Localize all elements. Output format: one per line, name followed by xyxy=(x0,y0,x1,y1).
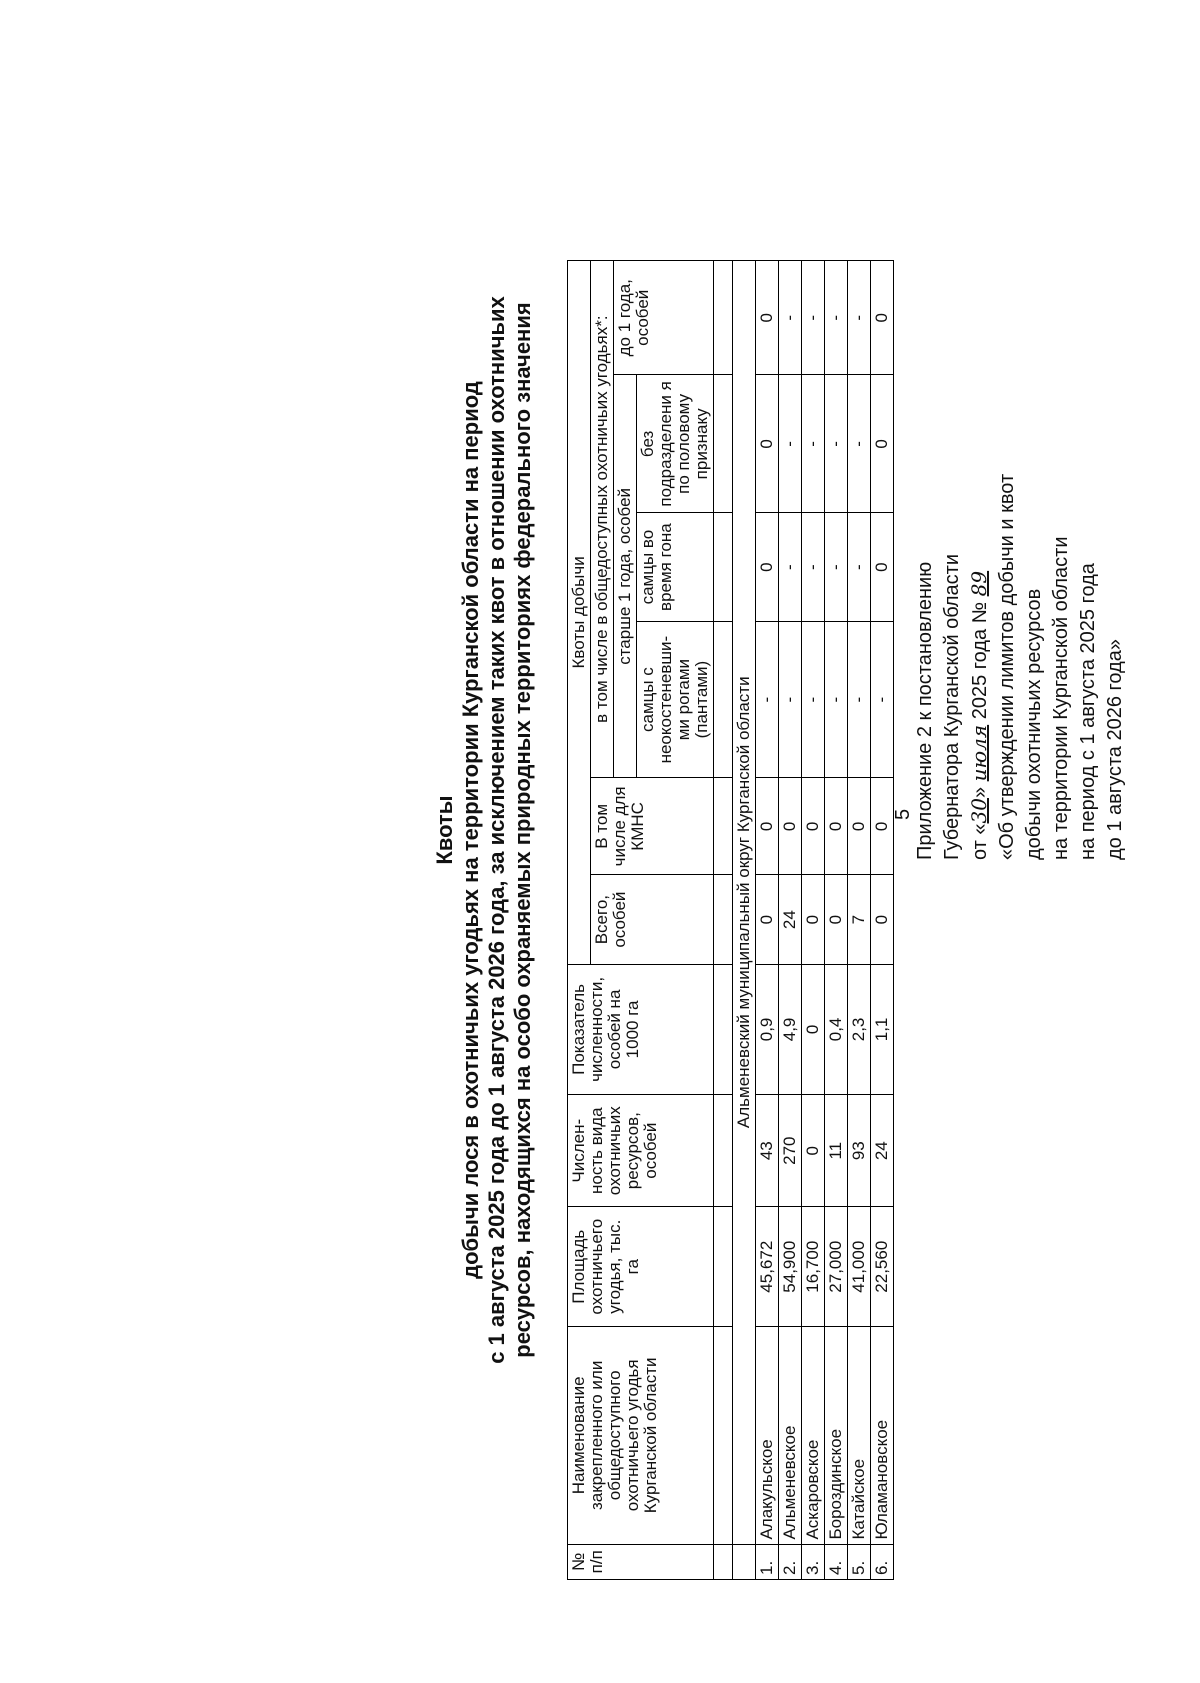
table-row xyxy=(756,261,779,1580)
table-body xyxy=(756,261,894,1580)
cell-total: 24 xyxy=(779,875,802,964)
cell-name: Алакульское xyxy=(756,1327,779,1544)
header-name: Наименование закрепленного или общедоступного охотничьего угодья Курганской области xyxy=(568,1327,714,1544)
quota-table xyxy=(567,260,894,1580)
title-line: ресурсов, находящихся на особо охраняемых природных территориях федерального значения xyxy=(510,302,535,1358)
appendix-line: до 1 августа 2026 года» xyxy=(1104,639,1126,860)
appendix-date-line xyxy=(966,320,994,860)
header-older: старше 1 года, особей xyxy=(614,375,637,778)
document-title xyxy=(432,80,536,1580)
appendix-date-mid: » xyxy=(969,781,991,799)
cell-antlers: - xyxy=(825,621,848,777)
cell-rut: - xyxy=(848,513,871,622)
cell-total: 0 xyxy=(871,875,894,964)
cell-kmns: 0 xyxy=(848,778,871,875)
table-row xyxy=(802,261,825,1580)
cell-under1: - xyxy=(825,261,848,376)
cell-rut: - xyxy=(802,513,825,622)
cell-under1: - xyxy=(848,261,871,376)
title-line: Квоты xyxy=(432,795,457,865)
blank-cell xyxy=(714,1095,733,1207)
appendix-date-year: 2025 года № xyxy=(969,596,991,725)
blank-cell xyxy=(714,1207,733,1327)
header-num: № п/п xyxy=(568,1544,714,1579)
rotated-document-page xyxy=(32,80,1182,1580)
cell-area: 45,672 xyxy=(756,1207,779,1327)
blank-cell xyxy=(714,261,733,376)
header-row xyxy=(568,261,591,1580)
blank-cell xyxy=(714,1544,733,1579)
cell-population: 270 xyxy=(779,1095,802,1207)
cell-kmns: 0 xyxy=(825,778,848,875)
header-kmns: В том числе для КМНС xyxy=(591,778,714,875)
cell-total: 0 xyxy=(825,875,848,964)
blank-cell xyxy=(714,513,733,622)
cell-total: 0 xyxy=(756,875,779,964)
cell-area: 41,000 xyxy=(848,1207,871,1327)
cell-area: 16,700 xyxy=(802,1207,825,1327)
title-line: с 1 августа 2025 года до 1 августа 2026 года, за исключением таких квот в отношении охотничьих xyxy=(484,296,509,1364)
cell-kmns: 0 xyxy=(871,778,894,875)
header-public: в том числе в общедоступных охотничьих угодьях*: xyxy=(591,261,614,778)
cell-antlers: - xyxy=(756,621,779,777)
blank-cell xyxy=(714,1327,733,1544)
cell-kmns: 0 xyxy=(756,778,779,875)
cell-under1: 0 xyxy=(871,261,894,376)
cell-name: Юламановское xyxy=(871,1327,894,1544)
cell-antlers: - xyxy=(871,621,894,777)
title-line: добычи лося в охотничьих угодьях на территории Курганской области на период xyxy=(458,381,483,1279)
cell-num: 3. xyxy=(802,1544,825,1579)
cell-name: Бороздинское xyxy=(825,1327,848,1544)
cell-name: Альменевское xyxy=(779,1327,802,1544)
cell-num: 1. xyxy=(756,1544,779,1579)
cell-antlers: - xyxy=(848,621,871,777)
cell-area: 22,560 xyxy=(871,1207,894,1327)
cell-population: 11 xyxy=(825,1095,848,1207)
page-number: 5 xyxy=(892,808,914,820)
cell-population: 0 xyxy=(802,1095,825,1207)
table-row xyxy=(871,261,894,1580)
cell-rut: - xyxy=(825,513,848,622)
header-males-antlers: самцы с неокостеневши-ми рогами (пантами) xyxy=(637,621,714,777)
cell-under1: 0 xyxy=(756,261,779,376)
cell-population: 93 xyxy=(848,1095,871,1207)
cell-total: 0 xyxy=(802,875,825,964)
district-name: Альменевский муниципальный округ Курганской области xyxy=(733,261,756,1545)
blank-cell xyxy=(714,621,733,777)
header-area: Площадь охотничьего угодья, тыс. га xyxy=(568,1207,714,1327)
appendix-line: на период с 1 августа 2025 года xyxy=(1077,563,1099,860)
table-row xyxy=(825,261,848,1580)
cell-nosex: 0 xyxy=(871,375,894,513)
header-males-rut: самцы во время гона xyxy=(637,513,714,622)
blank-cell xyxy=(714,778,733,875)
cell-rut: 0 xyxy=(871,513,894,622)
header-no-sex: без подразделени я по половому признаку xyxy=(637,375,714,513)
cell-num: 4. xyxy=(825,1544,848,1579)
cell-density: 1,1 xyxy=(871,964,894,1094)
cell-rut: - xyxy=(779,513,802,622)
district-row xyxy=(733,261,756,1580)
cell-nosex: 0 xyxy=(756,375,779,513)
cell-kmns: 0 xyxy=(802,778,825,875)
cell-antlers: - xyxy=(779,621,802,777)
appendix-line: Губернатора Курганской области xyxy=(941,554,963,860)
header-population: Числен-ность вида охотничьих ресурсов, особей xyxy=(568,1095,714,1207)
cell-area: 27,000 xyxy=(825,1207,848,1327)
cell-area: 54,900 xyxy=(779,1207,802,1327)
handwritten-number: 89 xyxy=(967,570,991,597)
cell-antlers: - xyxy=(802,621,825,777)
cell-name: Аскаровское xyxy=(802,1327,825,1544)
cell-density: 4,9 xyxy=(779,964,802,1094)
appendix-line: Приложение 2 к постановлению xyxy=(914,561,936,860)
cell-under1: - xyxy=(802,261,825,376)
table-row xyxy=(848,261,871,1580)
table-row xyxy=(779,261,802,1580)
header-quotas: Квоты добычи xyxy=(568,261,591,965)
cell-num: 5. xyxy=(848,1544,871,1579)
header-density: Показатель численности, особей на 1000 га xyxy=(568,964,714,1094)
blank-cell xyxy=(714,375,733,513)
blank-cell xyxy=(733,1544,756,1579)
blank-cell xyxy=(714,964,733,1094)
cell-name: Катайское xyxy=(848,1327,871,1544)
cell-population: 43 xyxy=(756,1095,779,1207)
cell-density: 2,3 xyxy=(848,964,871,1094)
cell-nosex: - xyxy=(825,375,848,513)
cell-nosex: - xyxy=(779,375,802,513)
cell-num: 2. xyxy=(779,1544,802,1579)
cell-under1: - xyxy=(779,261,802,376)
cell-density: 0 xyxy=(802,964,825,1094)
blank-row xyxy=(714,261,733,1580)
appendix-line: добычи охотничьих ресурсов xyxy=(1023,588,1045,860)
cell-num: 6. xyxy=(871,1544,894,1579)
cell-nosex: - xyxy=(848,375,871,513)
blank-cell xyxy=(714,875,733,964)
cell-density: 0,4 xyxy=(825,964,848,1094)
cell-rut: 0 xyxy=(756,513,779,622)
header-total: Всего, особей xyxy=(591,875,714,964)
appendix-line: «Об утверждении лимитов добычи и квот xyxy=(996,473,1018,860)
cell-density: 0,9 xyxy=(756,964,779,1094)
cell-total: 7 xyxy=(848,875,871,964)
handwritten-month: июля xyxy=(967,724,991,782)
appendix-line: на территории Курганской области xyxy=(1050,536,1072,860)
appendix-date-prefix: от « xyxy=(969,823,991,860)
header-under1: до 1 года, особей xyxy=(614,261,714,376)
cell-population: 24 xyxy=(871,1095,894,1207)
cell-nosex: - xyxy=(802,375,825,513)
handwritten-day: 30 xyxy=(967,798,991,824)
cell-kmns: 0 xyxy=(779,778,802,875)
appendix-header xyxy=(912,320,1129,860)
